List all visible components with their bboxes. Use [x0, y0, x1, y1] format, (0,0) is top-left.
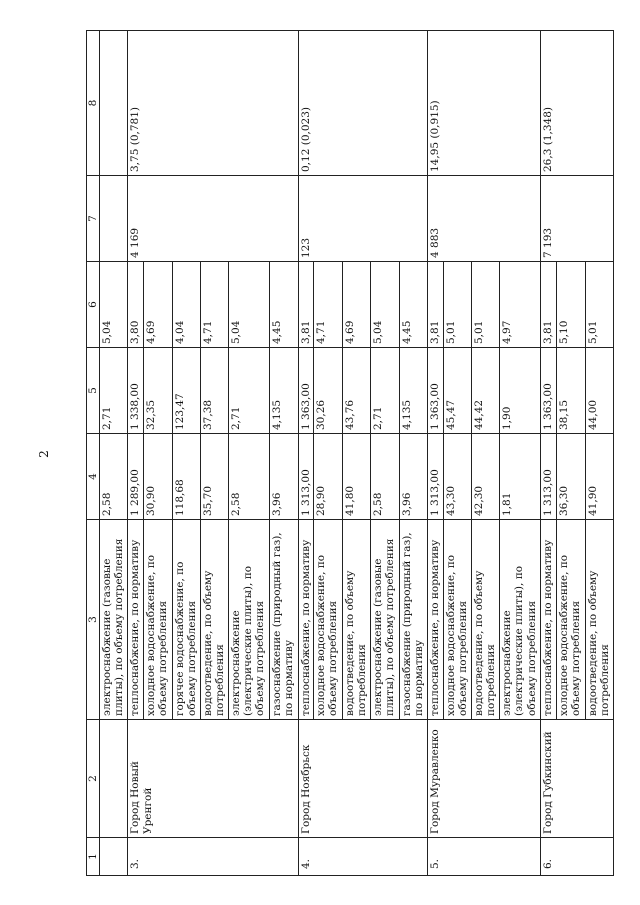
city-name: Город Ноябрьск: [298, 720, 427, 838]
value-cell-percent: 5,01: [443, 262, 471, 348]
table-row: [541, 31, 557, 876]
value-cell-percent: 4,97: [500, 262, 541, 348]
tariff-table: [86, 30, 614, 876]
value-cell-2023: 43,76: [342, 348, 370, 434]
value-cell-2023: 4,135: [399, 348, 427, 434]
blank-cell: [100, 31, 128, 176]
table-body: [87, 31, 614, 876]
value-cell-2023: 2,71: [100, 348, 128, 434]
value-cell-2022: 1 313,00: [541, 434, 557, 520]
service-cell: водоотведение, по объему потребления: [585, 520, 613, 720]
value-cell-2022: 30,90: [144, 434, 172, 520]
header-cell-4: 4: [87, 434, 100, 520]
impact-cell: 26,3 (1,348): [541, 31, 614, 176]
impact-cell: 14,95 (0,915): [427, 31, 540, 176]
service-cell: водоотведение, по объему потребления: [200, 520, 228, 720]
service-cell: водоотведение, по объему потребления: [342, 520, 370, 720]
header-cell-3: 3: [87, 520, 100, 720]
table-row: [128, 31, 144, 876]
table-rotation-wrapper: [86, 31, 614, 876]
value-cell-2023: 2,71: [229, 348, 270, 434]
value-cell-percent: 4,69: [342, 262, 370, 348]
value-cell-2023: 1 363,00: [298, 348, 314, 434]
value-cell-2022: 3,96: [399, 434, 427, 520]
service-cell: теплоснабжение, по нормативу: [128, 520, 144, 720]
value-cell-2022: 2,58: [229, 434, 270, 520]
value-cell-2022: 2,58: [100, 434, 128, 520]
city-number: 5.: [427, 838, 540, 876]
value-cell-percent: 4,45: [270, 262, 298, 348]
service-cell: электроснабжение (электрические плиты), по объему потребления: [500, 520, 541, 720]
value-cell-2023: 2,71: [371, 348, 399, 434]
value-cell-2022: 43,30: [443, 434, 471, 520]
value-cell-2023: 45,47: [443, 348, 471, 434]
value-cell-2023: 4,135: [270, 348, 298, 434]
service-cell: газоснабжение (природный газ), по нормативу: [399, 520, 427, 720]
service-cell: холодное водоснабжение, по объему потребления: [314, 520, 342, 720]
service-cell: водоотведение, по объему потребления: [472, 520, 500, 720]
impact-cell: 0,12 (0,023): [298, 31, 427, 176]
service-cell: газоснабжение (природный газ), по нормативу: [270, 520, 298, 720]
service-cell: электроснабжение (газовые плиты), по объему потребления: [371, 520, 399, 720]
value-cell-percent: 4,71: [200, 262, 228, 348]
service-cell: холодное водоснабжение, по объему потребления: [443, 520, 471, 720]
value-cell-2022: 1 313,00: [427, 434, 443, 520]
value-cell-2023: 44,42: [472, 348, 500, 434]
value-cell-percent: 5,04: [229, 262, 270, 348]
header-cell-1: 1: [87, 838, 100, 876]
value-cell-2022: 41,90: [585, 434, 613, 520]
service-cell: горячее водоснабжение, по объему потребления: [172, 520, 200, 720]
service-cell: электроснабжение (электрические плиты), по объему потребления: [229, 520, 270, 720]
value-cell-percent: 4,69: [144, 262, 172, 348]
value-cell-2022: 2,58: [371, 434, 399, 520]
value-cell-2023: 32,35: [144, 348, 172, 434]
value-cell-2023: 30,26: [314, 348, 342, 434]
value-cell-percent: 5,01: [472, 262, 500, 348]
blank-cell: [100, 720, 128, 838]
blank-cell: [100, 176, 128, 262]
continuation-row: [100, 31, 128, 876]
value-cell-2022: 36,30: [557, 434, 585, 520]
header-cell-2: 2: [87, 720, 100, 838]
value-cell-2022: 35,70: [200, 434, 228, 520]
value-cell-2023: 37,38: [200, 348, 228, 434]
value-cell-2022: 42,30: [472, 434, 500, 520]
value-cell-2023: 44,00: [585, 348, 613, 434]
value-cell-2023: 1 363,00: [427, 348, 443, 434]
value-cell-2022: 1 289,00: [128, 434, 144, 520]
header-cell-5: 5: [87, 348, 100, 434]
header-cell-7: 7: [87, 176, 100, 262]
value-cell-2023: 1,90: [500, 348, 541, 434]
header-row: [87, 31, 100, 876]
header-cell-6: 6: [87, 262, 100, 348]
table-row: [427, 31, 443, 876]
value-cell-2023: 1 338,00: [128, 348, 144, 434]
city-name: Город Губкинский: [541, 720, 614, 838]
city-name: Город Муравленко: [427, 720, 540, 838]
service-cell: холодное водоснабжение, по объему потребления: [144, 520, 172, 720]
value-cell-2022: 118,68: [172, 434, 200, 520]
population-cell: 4 883: [427, 176, 540, 262]
value-cell-2022: 41,80: [342, 434, 370, 520]
impact-cell: 3,75 (0,781): [128, 31, 298, 176]
value-cell-percent: 3,81: [541, 262, 557, 348]
service-cell: теплоснабжение, по нормативу: [298, 520, 314, 720]
value-cell-percent: 3,80: [128, 262, 144, 348]
value-cell-percent: 4,71: [314, 262, 342, 348]
value-cell-percent: 4,45: [399, 262, 427, 348]
value-cell-2022: 1,81: [500, 434, 541, 520]
value-cell-percent: 5,04: [100, 262, 128, 348]
city-name: Город Новый Уренгой: [128, 720, 298, 838]
service-cell: холодное водоснабжение, по объему потребления: [557, 520, 585, 720]
value-cell-2023: 1 363,00: [541, 348, 557, 434]
value-cell-percent: 5,10: [557, 262, 585, 348]
table-row: [298, 31, 314, 876]
population-cell: 123: [298, 176, 427, 262]
city-number: 3.: [128, 838, 298, 876]
blank-cell: [100, 838, 128, 876]
header-cell-8: 8: [87, 31, 100, 176]
value-cell-2022: 1 313,00: [298, 434, 314, 520]
value-cell-percent: 5,01: [585, 262, 613, 348]
service-cell: электроснабжение (газовые плиты), по объему потребления: [100, 520, 128, 720]
value-cell-2022: 28,90: [314, 434, 342, 520]
service-cell: теплоснабжение, по нормативу: [427, 520, 443, 720]
page-number: 2: [36, 450, 51, 458]
value-cell-2023: 38,15: [557, 348, 585, 434]
value-cell-percent: 3,81: [298, 262, 314, 348]
value-cell-percent: 3,81: [427, 262, 443, 348]
service-cell: теплоснабжение, по нормативу: [541, 520, 557, 720]
population-cell: 7 193: [541, 176, 614, 262]
population-cell: 4 169: [128, 176, 298, 262]
city-number: 4.: [298, 838, 427, 876]
value-cell-2022: 3,96: [270, 434, 298, 520]
value-cell-percent: 5,04: [371, 262, 399, 348]
value-cell-percent: 4,04: [172, 262, 200, 348]
city-number: 6.: [541, 838, 614, 876]
value-cell-2023: 123,47: [172, 348, 200, 434]
